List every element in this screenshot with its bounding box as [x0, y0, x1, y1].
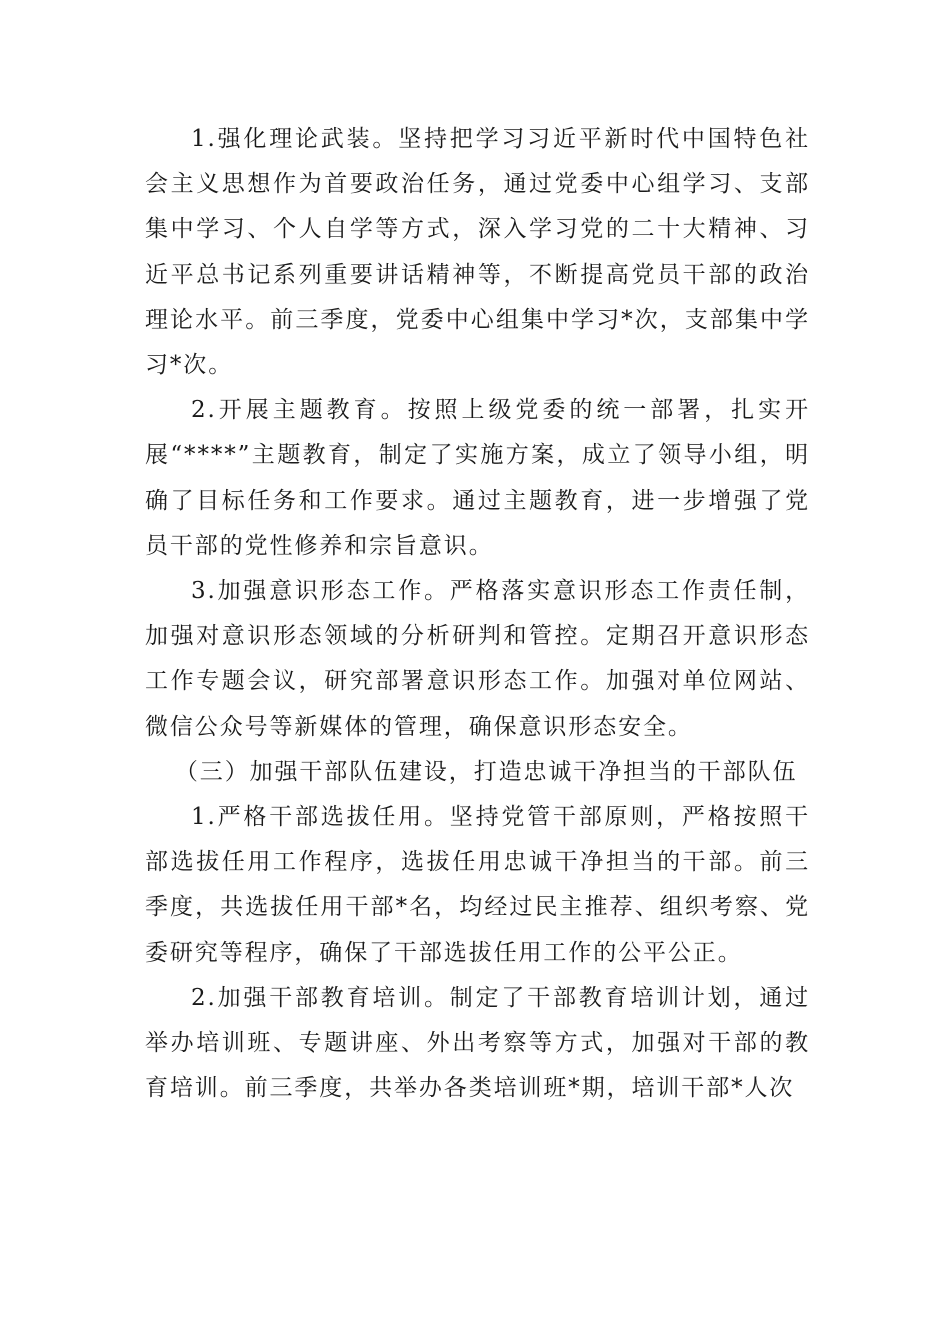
section-heading-cadre-team: （三）加强干部队伍建设，打造忠诚干净担当的干部队伍 [174, 758, 798, 785]
paragraph-theme-education: 2.开展主题教育。按照上级党委的统一部署，扎实开展“****”主题教育，制定了实施方案，成立了领导小组，明确了目标任务和工作要求。通过主题教育，进一步增强了党员干部的党性修养和宗旨意识。 [145, 397, 810, 559]
paragraph-ideology-work: 3.加强意识形态工作。严格落实意识形态工作责任制，加强对意识形态领域的分析研判和管控。定期召开意识形态工作专题会议，研究部署意识形态工作。加强对单位网站、微信公众号等新媒体的管理，确保意识形态安全。 [145, 578, 810, 740]
document-body [145, 117, 810, 1111]
paragraph-cadre-selection: 1.严格干部选拔任用。坚持党管干部原则，严格按照干部选拔任用工作程序，选拔任用忠诚干净担当的干部。前三季度，共选拔任用干部*名，均经过民主推荐、组织考察、党委研究等程序，确保了干部选拔任用工作的公平公正。 [145, 804, 810, 966]
paragraph-cadre-training: 2.加强干部教育培训。制定了干部教育培训计划，通过举办培训班、专题讲座、外出考察等方式，加强对干部的教育培训。前三季度，共举办各类培训班*期，培训干部*人次 [145, 984, 810, 1102]
paragraph-theory-study: 1.强化理论武装。坚持把学习习近平新时代中国特色社会主义思想作为首要政治任务，通过党委中心组学习、支部集中学习、个人自学等方式，深入学习党的二十大精神、习近平总书记系列重要讲话精神等，不断提高党员干部的政治理论水平。前三季度，党委中心组集中学习*次，支部集中学习*次。 [145, 126, 810, 379]
